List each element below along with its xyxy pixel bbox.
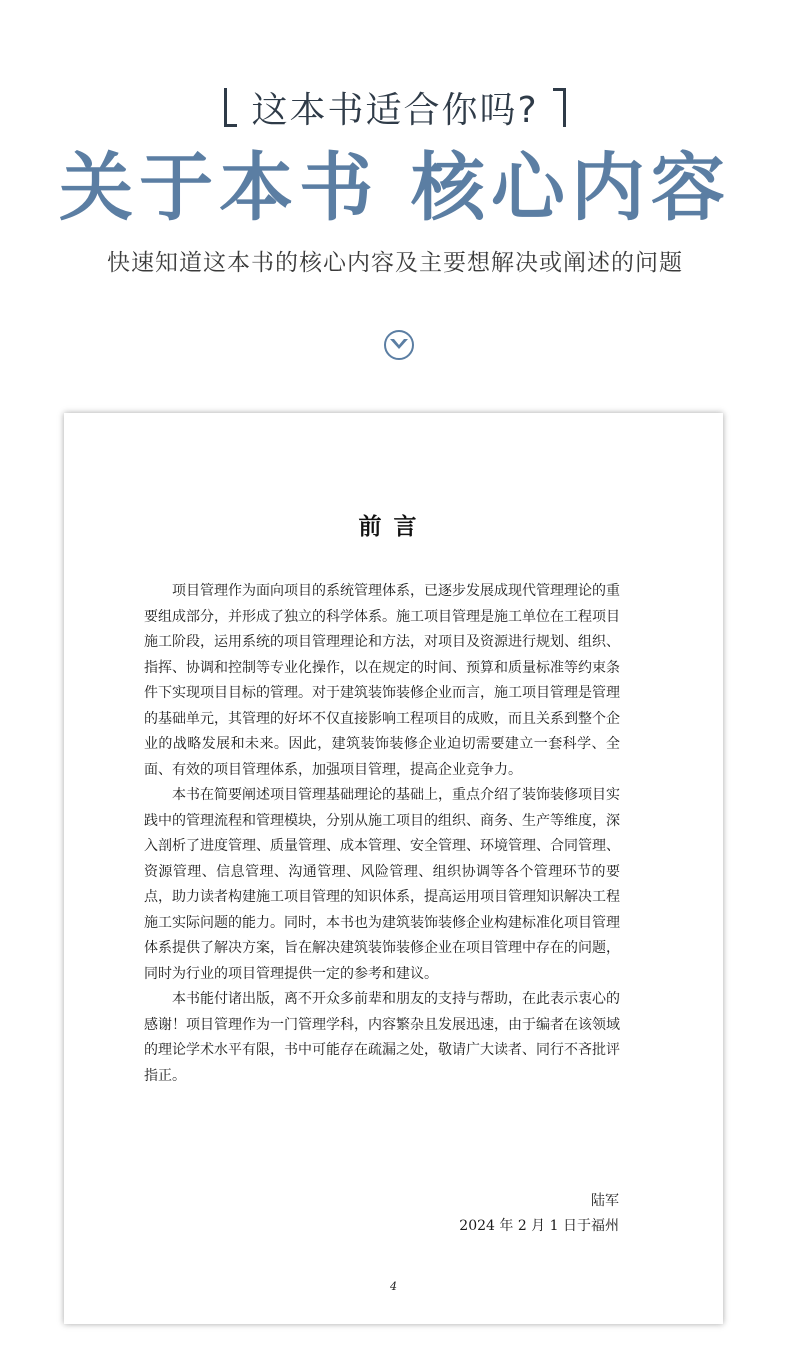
right-bracket-icon [553,88,566,127]
main-title: 关于本书 核心内容 [59,145,731,231]
chevron-down-icon [389,337,409,353]
subtitle: 这本书适合你吗? [251,90,539,131]
date-place: 2024 年 2 月 1 日于福州 [459,1218,619,1234]
book-page [64,413,723,1324]
paragraph-2: 本书在简要阐述项目管理基础理论的基础上，重点介绍了装饰装修项目实践中的管理流程和管理模块，分别从施工项目的组织、商务、生产等维度，深入剖析了进度管理、质量管理、成本管理、安全管理、环境管理、合同管理、资源管理、信息管理、沟通管理、风险管理、组织协调等各个管理环节的要点，助力读者构建施工项目管理的知识体系，提高运用项目管理知识解决工程施工实际问题的能力。同时，本书也为建筑装饰装修企业构建标准化项目管理体系提供了解决方案，旨在解决建筑装饰装修企业在项目管理中存在的问题，同时为行业的项目管理提供一定的参考和建议。 [144,787,620,982]
signature [459,1189,619,1239]
left-bracket-icon [224,88,237,127]
header-section [0,0,790,400]
page-title: 前言 [358,514,429,540]
page-body [144,579,620,1089]
paragraph-1: 项目管理作为面向项目的系统管理体系，已逐步发展成现代管理理论的重要组成部分，并形成了独立的科学体系。施工项目管理是施工单位在工程项目施工阶段，运用系统的项目管理理论和方法，对项目及资源进行规划、组织、指挥、协调和控制等专业化操作，以在规定的时间、预算和质量标准等约束条件下实现项目目标的管理。对于建筑装饰装修企业而言，施工项目管理是管理的基础单元，其管理的好坏不仅直接影响工程项目的成败，而且关系到整个企业的战略发展和未来。因此，建筑装饰装修企业迫切需要建立一套科学、全面、有效的项目管理体系，加强项目管理，提高企业竞争力。 [144,583,620,778]
tagline: 快速知道这本书的核心内容及主要想解决或阐述的问题 [107,250,683,276]
subtitle-row [0,82,790,133]
page-number: 4 [390,1280,397,1293]
author-name: 陆军 [591,1193,619,1209]
paragraph-3: 本书能付诸出版，离不开众多前辈和朋友的支持与帮助，在此表示衷心的感谢！项目管理作为一门管理学科，内容繁杂且发展迅速，由于编者在该领域的理论学术水平有限，书中可能存在疏漏之处，敬请广大读者、同行不吝批评指正。 [144,991,620,1084]
chevron-down-circle-icon[interactable] [384,330,414,360]
